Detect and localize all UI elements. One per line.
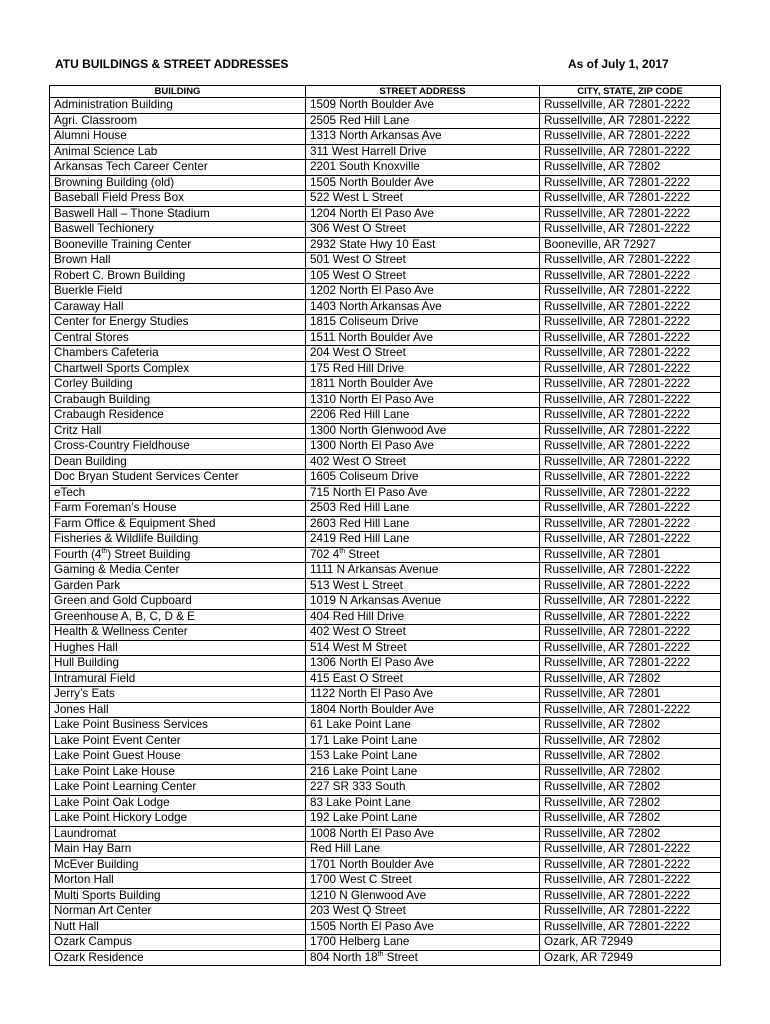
building-cell: Lake Point Learning Center — [50, 780, 306, 796]
street-address-cell: 105 West O Street — [306, 268, 540, 284]
building-cell: Brown Hall — [50, 253, 306, 269]
building-cell: Animal Science Lab — [50, 144, 306, 160]
city-state-zip-cell: Russellville, AR 72801-2222 — [540, 578, 721, 594]
page-title: ATU BUILDINGS & STREET ADDRESSES — [55, 57, 289, 71]
building-cell: Fourth (4th) Street Building — [50, 547, 306, 563]
street-address-cell: 404 Red Hill Drive — [306, 609, 540, 625]
city-state-zip-cell: Russellville, AR 72801 — [540, 547, 721, 563]
street-address-cell: 1300 North Glenwood Ave — [306, 423, 540, 439]
city-state-zip-cell: Russellville, AR 72801-2222 — [540, 470, 721, 486]
city-state-zip-cell: Russellville, AR 72801-2222 — [540, 904, 721, 920]
street-address-cell: 2201 South Knoxville — [306, 160, 540, 176]
street-address-cell: 1019 N Arkansas Avenue — [306, 594, 540, 610]
city-state-zip-cell: Ozark, AR 72949 — [540, 950, 721, 966]
table-row — [50, 423, 721, 439]
city-state-zip-cell: Russellville, AR 72801-2222 — [540, 873, 721, 889]
building-cell: Browning Building (old) — [50, 175, 306, 191]
city-state-zip-cell: Booneville, AR 72927 — [540, 237, 721, 253]
table-row — [50, 811, 721, 827]
street-address-cell: 1701 North Boulder Ave — [306, 857, 540, 873]
building-cell: Robert C. Brown Building — [50, 268, 306, 284]
street-address-cell: Red Hill Lane — [306, 842, 540, 858]
city-state-zip-cell: Russellville, AR 72801-2222 — [540, 888, 721, 904]
city-state-zip-cell: Russellville, AR 72801-2222 — [540, 98, 721, 114]
street-address-cell: 204 West O Street — [306, 346, 540, 362]
table-row — [50, 160, 721, 176]
street-address-cell: 2932 State Hwy 10 East — [306, 237, 540, 253]
building-cell: Garden Park — [50, 578, 306, 594]
city-state-zip-cell: Russellville, AR 72801-2222 — [540, 423, 721, 439]
city-state-zip-cell: Russellville, AR 72801-2222 — [540, 361, 721, 377]
table-row — [50, 284, 721, 300]
table-row — [50, 191, 721, 207]
column-header-street-address: STREET ADDRESS — [306, 86, 540, 98]
city-state-zip-cell: Russellville, AR 72801-2222 — [540, 346, 721, 362]
street-address-cell: 1403 North Arkansas Ave — [306, 299, 540, 315]
city-state-zip-cell: Russellville, AR 72801-2222 — [540, 129, 721, 145]
street-address-cell: 306 West O Street — [306, 222, 540, 238]
street-address-cell: 192 Lake Point Lane — [306, 811, 540, 827]
building-cell: Crabaugh Building — [50, 392, 306, 408]
table-row — [50, 485, 721, 501]
table-row — [50, 346, 721, 362]
city-state-zip-cell: Russellville, AR 72801-2222 — [540, 268, 721, 284]
city-state-zip-cell: Russellville, AR 72801-2222 — [540, 625, 721, 641]
street-address-cell: 2206 Red Hill Lane — [306, 408, 540, 424]
building-cell: Intramural Field — [50, 671, 306, 687]
street-address-cell: 1300 North El Paso Ave — [306, 439, 540, 455]
table-row — [50, 873, 721, 889]
street-address-cell: 1210 N Glenwood Ave — [306, 888, 540, 904]
table-row — [50, 516, 721, 532]
building-cell: Morton Hall — [50, 873, 306, 889]
building-cell: Ozark Campus — [50, 935, 306, 951]
table-row — [50, 237, 721, 253]
table-row — [50, 888, 721, 904]
city-state-zip-cell: Russellville, AR 72801-2222 — [540, 253, 721, 269]
table-row — [50, 687, 721, 703]
building-cell: Arkansas Tech Career Center — [50, 160, 306, 176]
table-row — [50, 764, 721, 780]
table-row — [50, 919, 721, 935]
city-state-zip-cell: Russellville, AR 72801-2222 — [540, 454, 721, 470]
column-header-city-state-zip: CITY, STATE, ZIP CODE — [540, 86, 721, 98]
city-state-zip-cell: Russellville, AR 72802 — [540, 160, 721, 176]
building-cell: Lake Point Guest House — [50, 749, 306, 765]
city-state-zip-cell: Russellville, AR 72801-2222 — [540, 113, 721, 129]
building-cell: Jerry’s Eats — [50, 687, 306, 703]
table-row — [50, 578, 721, 594]
street-address-cell: 2419 Red Hill Lane — [306, 532, 540, 548]
city-state-zip-cell: Russellville, AR 72801-2222 — [540, 532, 721, 548]
as-of-date: As of July 1, 2017 — [568, 57, 669, 71]
table-row — [50, 377, 721, 393]
table-row — [50, 718, 721, 734]
city-state-zip-cell: Russellville, AR 72801-2222 — [540, 392, 721, 408]
city-state-zip-cell: Russellville, AR 72801-2222 — [540, 222, 721, 238]
street-address-cell: 2503 Red Hill Lane — [306, 501, 540, 517]
city-state-zip-cell: Russellville, AR 72801-2222 — [540, 439, 721, 455]
building-cell: Norman Art Center — [50, 904, 306, 920]
table-row — [50, 330, 721, 346]
street-address-cell: 1505 North El Paso Ave — [306, 919, 540, 935]
building-cell: Health & Wellness Center — [50, 625, 306, 641]
building-cell: Alumni House — [50, 129, 306, 145]
street-address-cell: 1605 Coliseum Drive — [306, 470, 540, 486]
city-state-zip-cell: Russellville, AR 72801-2222 — [540, 609, 721, 625]
city-state-zip-cell: Russellville, AR 72801-2222 — [540, 299, 721, 315]
table-row — [50, 144, 721, 160]
street-address-cell: 501 West O Street — [306, 253, 540, 269]
building-cell: Agri. Classroom — [50, 113, 306, 129]
city-state-zip-cell: Russellville, AR 72802 — [540, 671, 721, 687]
building-cell: Caraway Hall — [50, 299, 306, 315]
street-address-cell: 175 Red Hill Drive — [306, 361, 540, 377]
city-state-zip-cell: Russellville, AR 72801-2222 — [540, 191, 721, 207]
street-address-cell: 2603 Red Hill Lane — [306, 516, 540, 532]
table-row — [50, 950, 721, 966]
city-state-zip-cell: Russellville, AR 72801-2222 — [540, 594, 721, 610]
street-address-cell: 153 Lake Point Lane — [306, 749, 540, 765]
city-state-zip-cell: Russellville, AR 72801-2222 — [540, 315, 721, 331]
building-cell: Booneville Training Center — [50, 237, 306, 253]
building-cell: Multi Sports Building — [50, 888, 306, 904]
table-row — [50, 640, 721, 656]
building-cell: Dean Building — [50, 454, 306, 470]
street-address-cell: 1811 North Boulder Ave — [306, 377, 540, 393]
building-cell: Main Hay Barn — [50, 842, 306, 858]
table-row — [50, 671, 721, 687]
table-row — [50, 98, 721, 114]
table-row — [50, 563, 721, 579]
building-cell: Lake Point Oak Lodge — [50, 795, 306, 811]
building-cell: Doc Bryan Student Services Center — [50, 470, 306, 486]
city-state-zip-cell: Russellville, AR 72802 — [540, 718, 721, 734]
city-state-zip-cell: Ozark, AR 72949 — [540, 935, 721, 951]
street-address-cell: 402 West O Street — [306, 454, 540, 470]
street-address-cell: 1313 North Arkansas Ave — [306, 129, 540, 145]
table-row — [50, 625, 721, 641]
street-address-cell: 203 West Q Street — [306, 904, 540, 920]
building-cell: Chartwell Sports Complex — [50, 361, 306, 377]
table-row — [50, 113, 721, 129]
street-address-cell: 311 West Harrell Drive — [306, 144, 540, 160]
table-row — [50, 935, 721, 951]
city-state-zip-cell: Russellville, AR 72801-2222 — [540, 516, 721, 532]
street-address-cell: 83 Lake Point Lane — [306, 795, 540, 811]
table-row — [50, 408, 721, 424]
street-address-cell: 522 West L Street — [306, 191, 540, 207]
table-row — [50, 439, 721, 455]
city-state-zip-cell: Russellville, AR 72801 — [540, 687, 721, 703]
street-address-cell: 415 East O Street — [306, 671, 540, 687]
table-row — [50, 749, 721, 765]
city-state-zip-cell: Russellville, AR 72801-2222 — [540, 330, 721, 346]
building-cell: Crabaugh Residence — [50, 408, 306, 424]
building-cell: Baswell Hall – Thone Stadium — [50, 206, 306, 222]
building-cell: Ozark Residence — [50, 950, 306, 966]
building-cell: Lake Point Hickory Lodge — [50, 811, 306, 827]
city-state-zip-cell: Russellville, AR 72801-2222 — [540, 563, 721, 579]
building-cell: Corley Building — [50, 377, 306, 393]
street-address-cell: 715 North El Paso Ave — [306, 485, 540, 501]
street-address-cell: 1804 North Boulder Ave — [306, 702, 540, 718]
building-cell: Cross-Country Fieldhouse — [50, 439, 306, 455]
street-address-cell: 402 West O Street — [306, 625, 540, 641]
table-row — [50, 780, 721, 796]
table-row — [50, 129, 721, 145]
building-cell: Farm Foreman’s House — [50, 501, 306, 517]
building-cell: Critz Hall — [50, 423, 306, 439]
street-address-cell: 1511 North Boulder Ave — [306, 330, 540, 346]
city-state-zip-cell: Russellville, AR 72801-2222 — [540, 919, 721, 935]
table-row — [50, 299, 721, 315]
table-row — [50, 501, 721, 517]
building-cell: Farm Office & Equipment Shed — [50, 516, 306, 532]
building-cell: Hughes Hall — [50, 640, 306, 656]
building-cell: Hull Building — [50, 656, 306, 672]
city-state-zip-cell: Russellville, AR 72801-2222 — [540, 857, 721, 873]
table-row — [50, 857, 721, 873]
city-state-zip-cell: Russellville, AR 72802 — [540, 811, 721, 827]
building-cell: Lake Point Business Services — [50, 718, 306, 734]
street-address-cell: 1306 North El Paso Ave — [306, 656, 540, 672]
table-row — [50, 175, 721, 191]
city-state-zip-cell: Russellville, AR 72801-2222 — [540, 702, 721, 718]
city-state-zip-cell: Russellville, AR 72802 — [540, 780, 721, 796]
building-cell: Gaming & Media Center — [50, 563, 306, 579]
table-row — [50, 733, 721, 749]
street-address-cell: 227 SR 333 South — [306, 780, 540, 796]
table-header-row — [50, 86, 721, 98]
column-header-building: BUILDING — [50, 86, 306, 98]
building-cell: Center for Energy Studies — [50, 315, 306, 331]
table-row — [50, 206, 721, 222]
city-state-zip-cell: Russellville, AR 72801-2222 — [540, 206, 721, 222]
building-cell: Greenhouse A, B, C, D & E — [50, 609, 306, 625]
city-state-zip-cell: Russellville, AR 72801-2222 — [540, 842, 721, 858]
street-address-cell: 514 West M Street — [306, 640, 540, 656]
building-cell: Jones Hall — [50, 702, 306, 718]
building-cell: Laundromat — [50, 826, 306, 842]
street-address-cell: 804 North 18th Street — [306, 950, 540, 966]
street-address-cell: 1700 West C Street — [306, 873, 540, 889]
city-state-zip-cell: Russellville, AR 72802 — [540, 795, 721, 811]
city-state-zip-cell: Russellville, AR 72801-2222 — [540, 501, 721, 517]
table-row — [50, 656, 721, 672]
street-address-cell: 1111 N Arkansas Avenue — [306, 563, 540, 579]
city-state-zip-cell: Russellville, AR 72801-2222 — [540, 175, 721, 191]
building-cell: Central Stores — [50, 330, 306, 346]
street-address-cell: 1700 Helberg Lane — [306, 935, 540, 951]
building-cell: eTech — [50, 485, 306, 501]
table-row — [50, 609, 721, 625]
table-row — [50, 392, 721, 408]
building-cell: Nutt Hall — [50, 919, 306, 935]
street-address-cell: 513 West L Street — [306, 578, 540, 594]
street-address-cell: 1815 Coliseum Drive — [306, 315, 540, 331]
building-cell: Baswell Techionery — [50, 222, 306, 238]
street-address-cell: 216 Lake Point Lane — [306, 764, 540, 780]
buildings-address-table — [49, 85, 721, 966]
city-state-zip-cell: Russellville, AR 72801-2222 — [540, 284, 721, 300]
table-row — [50, 826, 721, 842]
city-state-zip-cell: Russellville, AR 72801-2222 — [540, 656, 721, 672]
table-row — [50, 361, 721, 377]
table-row — [50, 315, 721, 331]
street-address-cell: 61 Lake Point Lane — [306, 718, 540, 734]
building-cell: Lake Point Lake House — [50, 764, 306, 780]
table-row — [50, 454, 721, 470]
building-cell: Green and Gold Cupboard — [50, 594, 306, 610]
street-address-cell: 1008 North El Paso Ave — [306, 826, 540, 842]
city-state-zip-cell: Russellville, AR 72801-2222 — [540, 640, 721, 656]
table-row — [50, 795, 721, 811]
city-state-zip-cell: Russellville, AR 72801-2222 — [540, 485, 721, 501]
table-row — [50, 547, 721, 563]
building-cell: McEver Building — [50, 857, 306, 873]
street-address-cell: 2505 Red Hill Lane — [306, 113, 540, 129]
city-state-zip-cell: Russellville, AR 72801-2222 — [540, 408, 721, 424]
city-state-zip-cell: Russellville, AR 72801-2222 — [540, 144, 721, 160]
street-address-cell: 1204 North El Paso Ave — [306, 206, 540, 222]
table-row — [50, 268, 721, 284]
building-cell: Chambers Cafeteria — [50, 346, 306, 362]
street-address-cell: 171 Lake Point Lane — [306, 733, 540, 749]
street-address-cell: 702 4th Street — [306, 547, 540, 563]
table-row — [50, 253, 721, 269]
city-state-zip-cell: Russellville, AR 72802 — [540, 764, 721, 780]
city-state-zip-cell: Russellville, AR 72802 — [540, 826, 721, 842]
table-row — [50, 842, 721, 858]
table-row — [50, 222, 721, 238]
street-address-cell: 1509 North Boulder Ave — [306, 98, 540, 114]
city-state-zip-cell: Russellville, AR 72801-2222 — [540, 377, 721, 393]
street-address-cell: 1310 North El Paso Ave — [306, 392, 540, 408]
street-address-cell: 1202 North El Paso Ave — [306, 284, 540, 300]
table-row — [50, 594, 721, 610]
building-cell: Buerkle Field — [50, 284, 306, 300]
city-state-zip-cell: Russellville, AR 72802 — [540, 733, 721, 749]
table-row — [50, 904, 721, 920]
building-cell: Baseball Field Press Box — [50, 191, 306, 207]
street-address-cell: 1122 North El Paso Ave — [306, 687, 540, 703]
street-address-cell: 1505 North Boulder Ave — [306, 175, 540, 191]
building-cell: Administration Building — [50, 98, 306, 114]
table-row — [50, 532, 721, 548]
table-row — [50, 470, 721, 486]
table-row — [50, 702, 721, 718]
building-cell: Lake Point Event Center — [50, 733, 306, 749]
city-state-zip-cell: Russellville, AR 72802 — [540, 749, 721, 765]
building-cell: Fisheries & Wildlife Building — [50, 532, 306, 548]
